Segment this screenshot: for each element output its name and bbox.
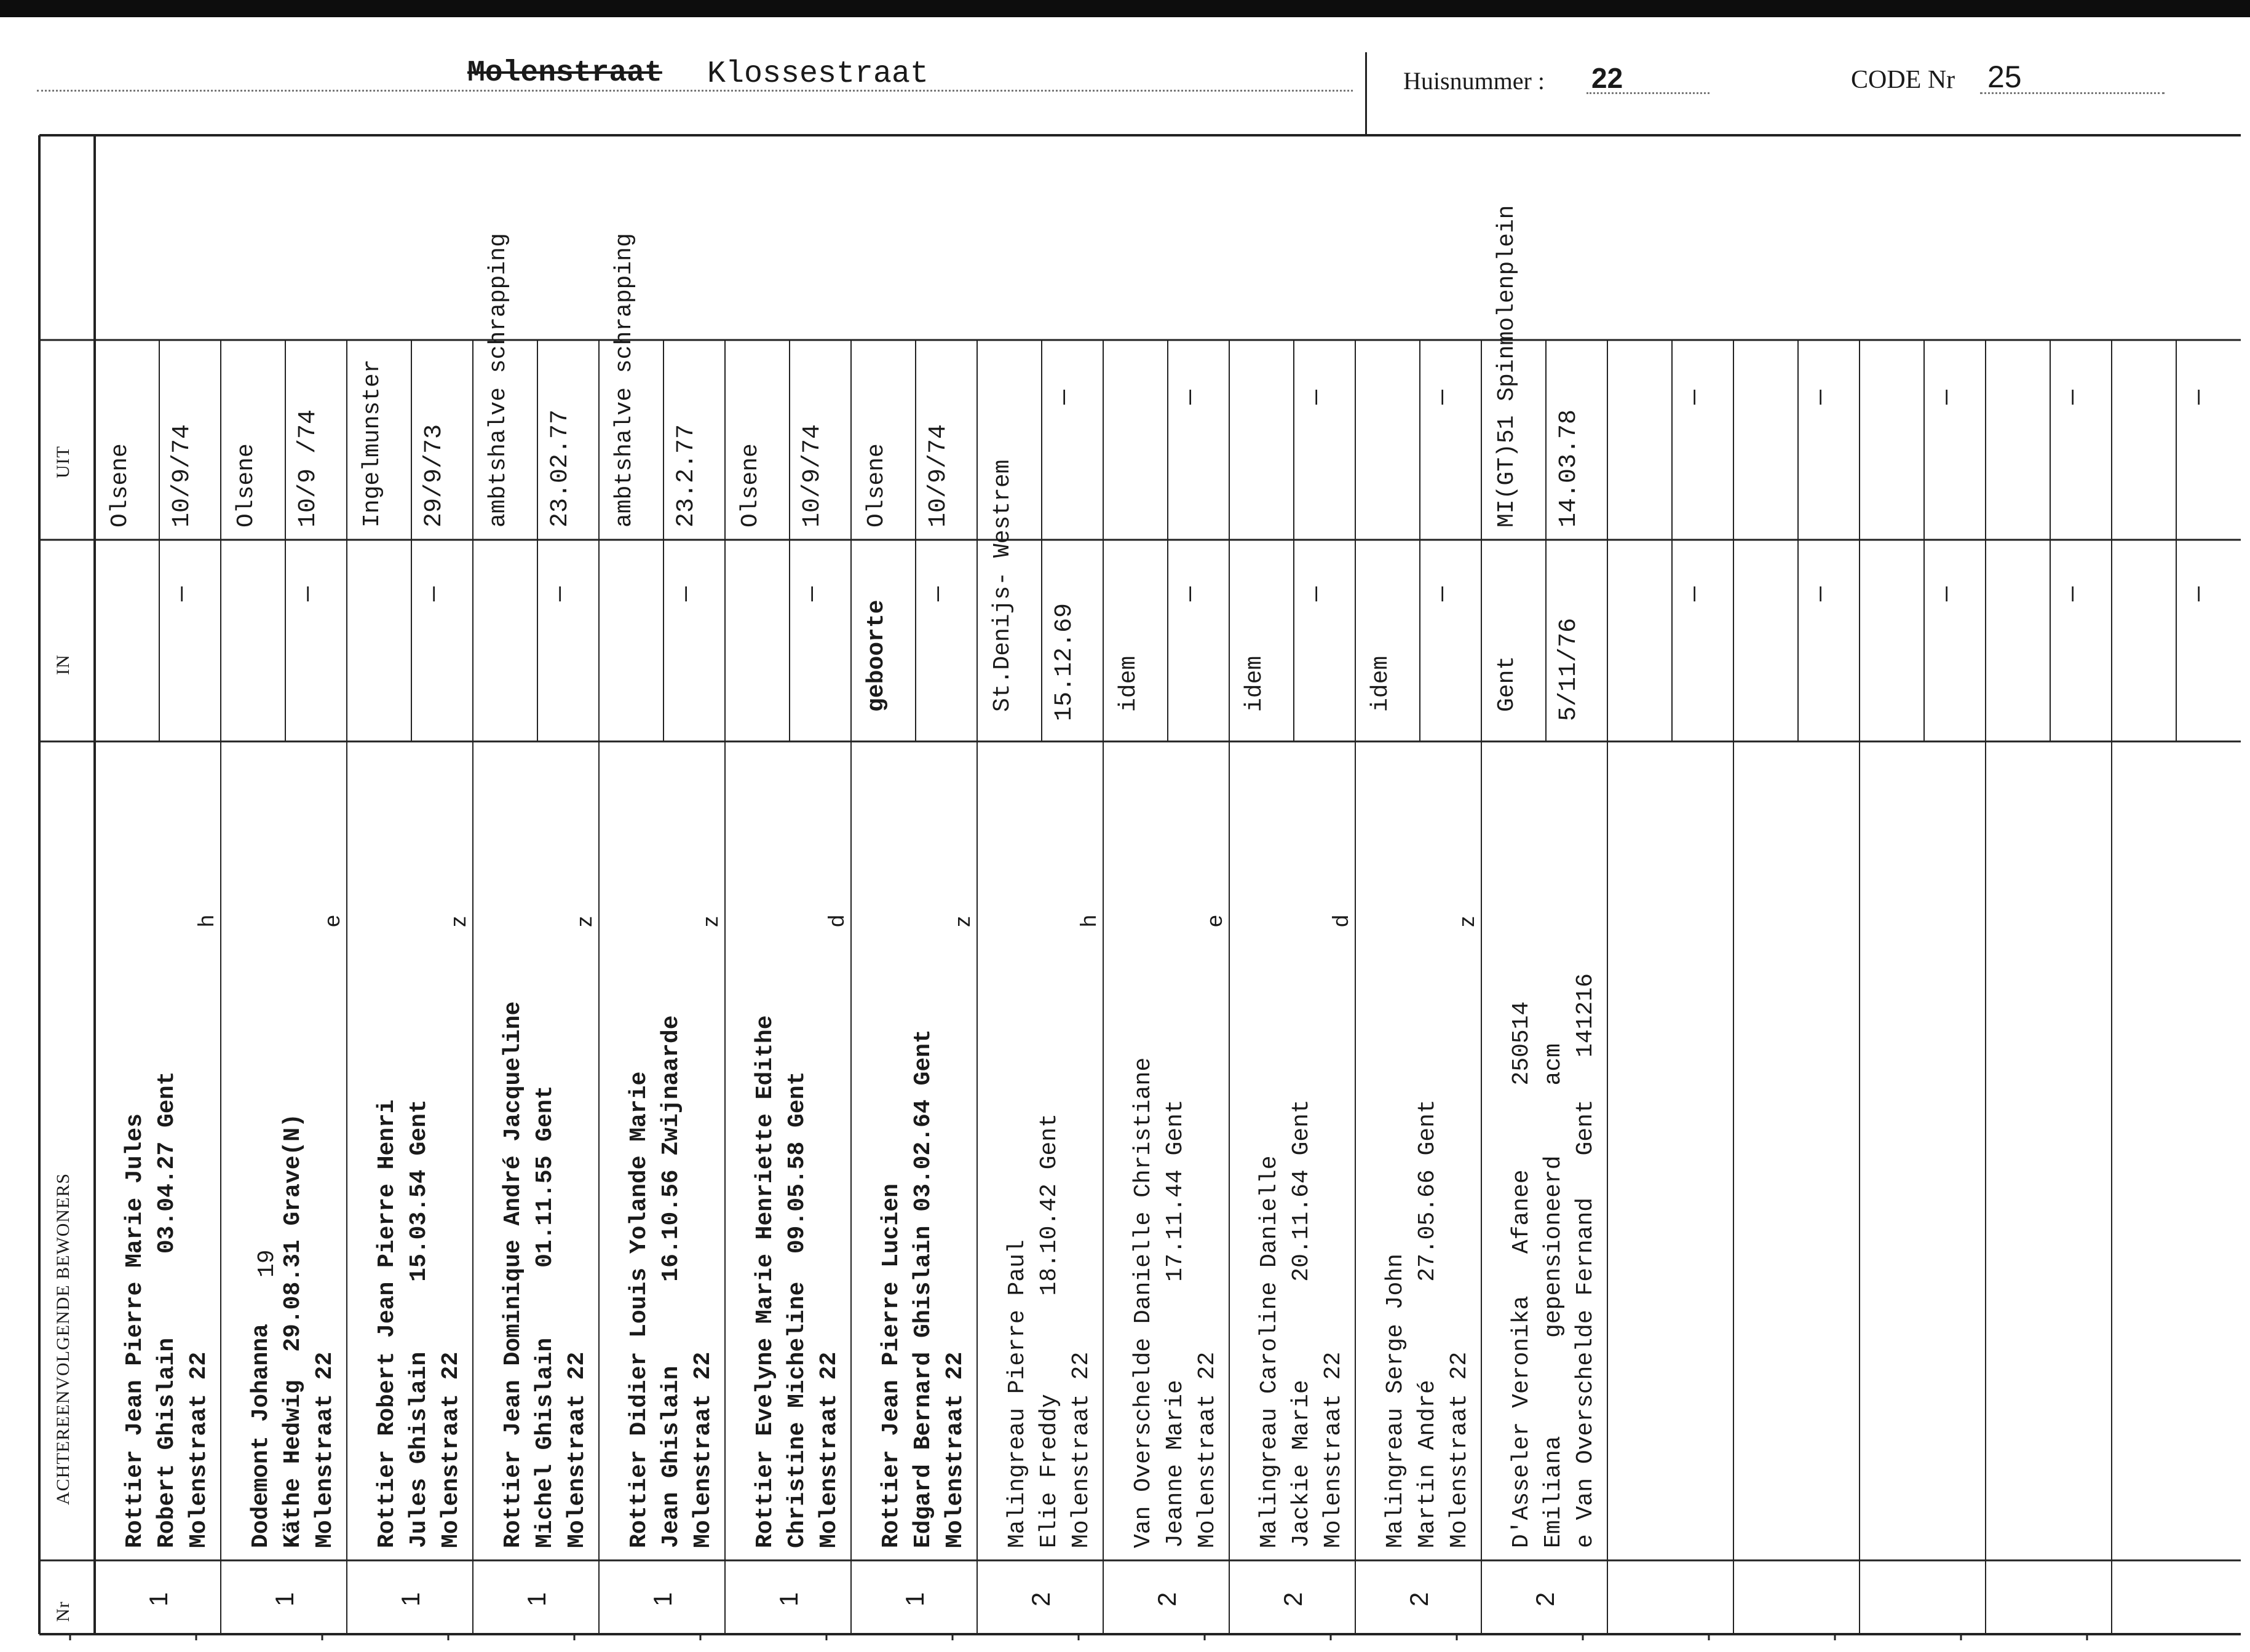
- in-date: —: [1177, 586, 1205, 601]
- empty-uit-mark: —: [1933, 389, 1961, 405]
- column-label-bewoners: ACHTEREENVOLGENDE BEWONERS: [53, 1172, 73, 1505]
- code-dotted-line: [1980, 92, 2165, 94]
- resident-names: Rottier Evelyne Marie Henriette Edithe Christine Micheline 09.05.58 Gent Molenstraat 22: [752, 1015, 842, 1548]
- code-label: CODE Nr: [1851, 66, 1955, 94]
- resident-names: Dodemont Johanna Käthe Hedwig 29.08.31 Grave(N) Molenstraat 22: [248, 1113, 338, 1548]
- column-label-nr: Nr: [53, 1601, 73, 1622]
- empty-in-mark: —: [1681, 586, 1709, 601]
- street-dotted-line: [37, 90, 1353, 92]
- resident-names: Malingreau Serge John Martin André 27.05.66 Gent Molenstraat 22: [1382, 1099, 1473, 1548]
- uit-date: 10/9 /74: [295, 409, 322, 528]
- street-old-name: Molenstraat: [467, 57, 662, 90]
- uit-date: 23.02.77: [547, 409, 574, 528]
- gender-mark: z: [697, 916, 723, 927]
- resident-names: Rottier Robert Jean Pierre Henri Jules Ghislain 15.03.54 Gent Molenstraat 22: [374, 1099, 464, 1548]
- in-place: idem: [1115, 655, 1142, 712]
- resident-names: Malingreau Pierre Paul Elie Freddy 18.10.42 Gent Molenstraat 22: [1004, 1113, 1095, 1548]
- in-date: —: [925, 586, 953, 601]
- uit-date: —: [1177, 389, 1205, 405]
- row-nr: 1: [522, 1592, 551, 1607]
- uit-date: 14.03.78: [1555, 409, 1583, 528]
- in-date: —: [673, 586, 700, 601]
- header-separator: [1365, 52, 1367, 135]
- column-label-uit: UIT: [53, 446, 73, 478]
- uit-place: ambtshalve schrapping: [485, 233, 512, 528]
- gender-mark: z: [949, 916, 975, 927]
- in-date: —: [421, 586, 448, 601]
- row-nr: 1: [774, 1592, 803, 1607]
- gender-mark: h: [193, 914, 218, 927]
- resident-names: Rottier Jean Pierre Lucien Edgard Bernard Ghislain 03.02.64 Gent Molenstraat 22: [878, 1029, 969, 1548]
- uit-date: 23.2.77: [673, 424, 700, 528]
- huisnummer-dotted-line: [1586, 92, 1709, 94]
- gender-mark: d: [1328, 914, 1353, 927]
- empty-uit-mark: —: [2059, 389, 2087, 405]
- uit-place: Ingelmunster: [359, 359, 386, 528]
- gender-mark: e: [319, 914, 344, 927]
- uit-date: —: [1303, 389, 1331, 405]
- row-nr: 2: [1531, 1592, 1559, 1607]
- resident-names: Rottier Jean Pierre Marie Jules Robert Ghislain 03.04.27 Gent Molenstraat 22: [122, 1071, 212, 1548]
- resident-names: Van Overschelde Danielle Christiane Jeanne Marie 17.11.44 Gent Molenstraat 22: [1130, 1057, 1221, 1548]
- row-nr: 1: [900, 1592, 929, 1607]
- uit-date: 10/9/74: [799, 424, 826, 528]
- uit-date: 10/9/74: [925, 424, 953, 528]
- in-date: —: [168, 586, 196, 601]
- street-new-name: Klossestraat: [707, 57, 929, 92]
- in-place: idem: [1368, 655, 1394, 712]
- empty-uit-mark: —: [1807, 389, 1835, 405]
- row-nr: 2: [1026, 1592, 1055, 1607]
- in-place: St.Denijs- Westrem: [989, 459, 1016, 712]
- in-date: —: [799, 586, 826, 601]
- row-nr: 1: [648, 1592, 677, 1607]
- top-edge-bar: [0, 0, 2250, 17]
- row-nr: 1: [270, 1592, 299, 1607]
- gender-mark: h: [1075, 914, 1101, 927]
- row-nr: 2: [1404, 1592, 1433, 1607]
- in-place: geboorte: [863, 599, 890, 712]
- uit-place: Olsene: [863, 443, 890, 528]
- gender-mark: e: [1202, 914, 1227, 927]
- empty-in-mark: —: [2059, 586, 2087, 601]
- in-place: Gent: [1494, 655, 1520, 712]
- gender-mark: z: [571, 916, 596, 927]
- row-nr: 1: [396, 1592, 425, 1607]
- huisnummer-label: Huisnummer :: [1403, 67, 1545, 95]
- resident-names: Malingreau Caroline Danielle Jackie Marie 20.11.64 Gent Molenstraat 22: [1256, 1099, 1347, 1548]
- gender-mark: d: [823, 914, 849, 927]
- in-date: 15.12.69: [1051, 603, 1079, 721]
- correction-note: 19: [254, 1249, 280, 1278]
- uit-place: MI(GT)51 Spinmolenplein: [1494, 205, 1520, 528]
- gender-mark: z: [1454, 916, 1479, 927]
- resident-names: Rottier Didier Louis Yolande Marie Jean Ghislain 16.10.56 Zwijnaarde Molenstraat 22: [626, 1015, 716, 1548]
- uit-place: Olsene: [107, 443, 133, 528]
- uit-date: —: [1429, 389, 1457, 405]
- uit-place: Olsene: [233, 443, 259, 528]
- resident-names: D'Asseler Veronika Afanee 250514 Emiliana gepensioneerd acm e Van Overschelde Fernand Gent 141216: [1508, 973, 1599, 1548]
- empty-in-mark: —: [1807, 586, 1835, 601]
- in-date: —: [547, 586, 574, 601]
- empty-uit-mark: —: [2185, 389, 2213, 405]
- in-date: —: [295, 586, 322, 601]
- in-date: 5/11/76: [1555, 617, 1583, 721]
- code-value: 25: [1987, 60, 2022, 94]
- register-table: [38, 134, 2246, 1640]
- uit-date: 29/9/73: [421, 424, 448, 528]
- in-place: idem: [1242, 655, 1268, 712]
- row-nr: 2: [1278, 1592, 1307, 1607]
- column-label-in: IN: [53, 654, 73, 675]
- row-nr: 1: [144, 1592, 173, 1607]
- uit-place: Olsene: [737, 443, 764, 528]
- in-date: —: [1303, 586, 1331, 601]
- uit-place: ambtshalve schrapping: [611, 233, 638, 528]
- empty-in-mark: —: [2185, 586, 2213, 601]
- uit-date: —: [1051, 389, 1079, 405]
- gender-mark: z: [445, 916, 470, 927]
- uit-date: 10/9/74: [168, 424, 196, 528]
- in-date: —: [1429, 586, 1457, 601]
- row-nr: 2: [1152, 1592, 1181, 1607]
- empty-uit-mark: —: [1681, 389, 1709, 405]
- huisnummer-value: 22: [1591, 62, 1623, 94]
- resident-names: Rottier Jean Dominique André Jacqueline Michel Ghislain 01.11.55 Gent Molenstraat 22: [500, 1001, 590, 1548]
- empty-in-mark: —: [1933, 586, 1961, 601]
